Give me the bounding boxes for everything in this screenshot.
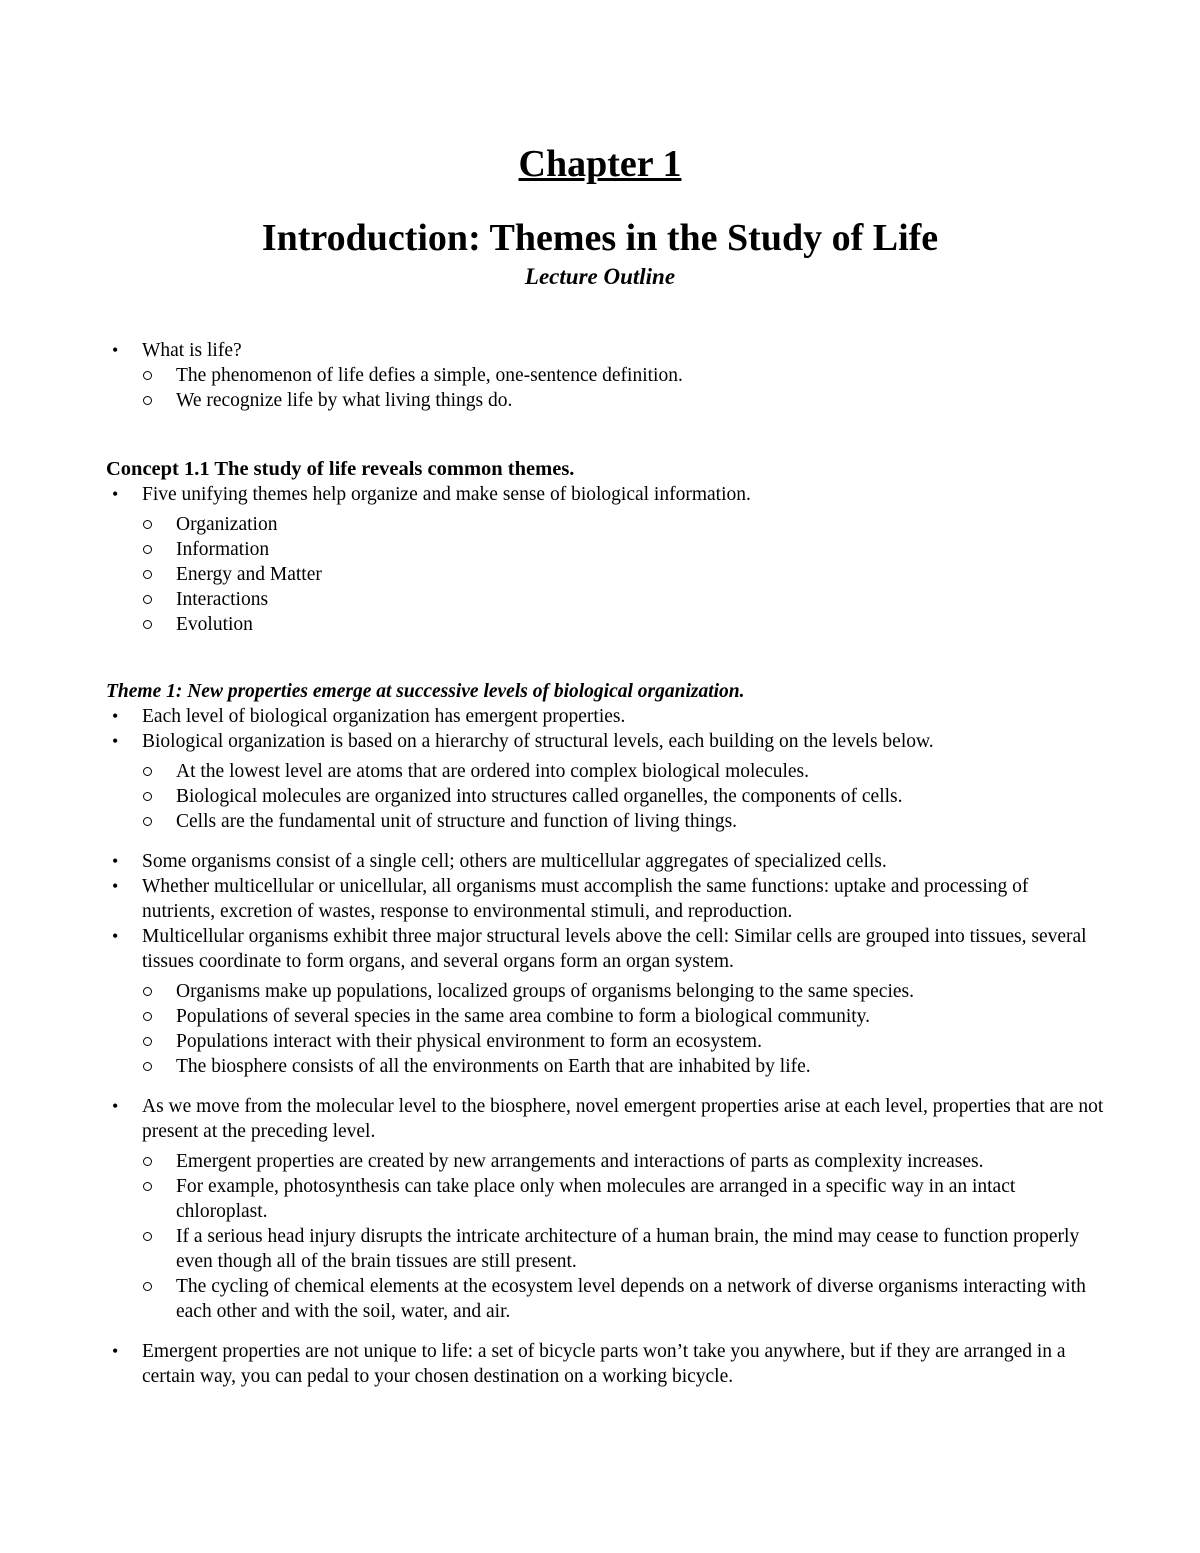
intro-section bbox=[106, 338, 1106, 413]
document-subtitle: Lecture Outline bbox=[524, 264, 676, 289]
chapter-title: Chapter 1 bbox=[518, 143, 682, 185]
sub-bullet: Organisms make up populations, localized groups of organisms belonging to the same species. bbox=[106, 979, 1106, 1004]
document-title: Introduction: Themes in the Study of Life bbox=[261, 217, 939, 259]
sub-bullet: At the lowest level are atoms that are ordered into complex biological molecules. bbox=[106, 759, 1106, 784]
theme1-heading: Theme 1: New properties emerge at successive levels of biological organization. bbox=[106, 681, 745, 702]
theme-item: Organization bbox=[106, 512, 1106, 537]
theme-item: Interactions bbox=[106, 587, 1106, 612]
bullet-what-is-life: • What is life? bbox=[106, 338, 1106, 363]
bullet: • Some organisms consist of a single cell; others are multicellular aggregates of specialized cells. bbox=[106, 849, 1106, 874]
bullet: • Biological organization is based on a hierarchy of structural levels, each building on the levels below. bbox=[106, 729, 1106, 754]
sub-bullet: Populations of several species in the same area combine to form a biological community. bbox=[106, 1004, 1106, 1029]
sub-bullet: Biological molecules are organized into structures called organelles, the components of cells. bbox=[106, 784, 1106, 809]
sub-bullet: Emergent properties are created by new arrangements and interactions of parts as complexity increases. bbox=[106, 1149, 1106, 1174]
bullet: • As we move from the molecular level to the biosphere, novel emergent properties arise at each level, properties that are not present at the preceding level. bbox=[106, 1094, 1106, 1144]
sub-bullet: The biosphere consists of all the environments on Earth that are inhabited by life. bbox=[106, 1054, 1106, 1079]
concept-heading: Concept 1.1 The study of life reveals common themes. bbox=[106, 458, 575, 480]
bullet: • Multicellular organisms exhibit three major structural levels above the cell: Similar cells are grouped into tissues, several tissues coordinate to form organs, and several organs form an organ system. bbox=[106, 924, 1106, 974]
bullet: • Each level of biological organization has emergent properties. bbox=[106, 704, 1106, 729]
sub-bullet: We recognize life by what living things do. bbox=[106, 388, 1106, 413]
sub-bullet: Cells are the fundamental unit of structure and function of living things. bbox=[106, 809, 1106, 834]
themes-list bbox=[106, 512, 1106, 637]
sub-bullet: The phenomenon of life defies a simple, one-sentence definition. bbox=[106, 363, 1106, 388]
bullet: • Whether multicellular or unicellular, all organisms must accomplish the same functions: uptake and processing of nutrients, excretion of wastes, response to environmental stimuli, and reproduction. bbox=[106, 874, 1106, 924]
sub-bullet: For example, photosynthesis can take place only when molecules are arranged in a specific way in an intact chloroplast. bbox=[106, 1174, 1106, 1224]
theme-item: Evolution bbox=[106, 612, 1106, 637]
bullet: • Emergent properties are not unique to life: a set of bicycle parts won’t take you anywhere, but if they are arranged in a certain way, you can pedal to your chosen destination on a working bicycle. bbox=[106, 1339, 1106, 1389]
theme-item: Information bbox=[106, 537, 1106, 562]
concept-section bbox=[106, 456, 1106, 637]
theme1-section bbox=[106, 679, 1106, 1389]
bullet-unifying-themes: • Five unifying themes help organize and make sense of biological information. bbox=[106, 482, 1106, 507]
sub-bullet: The cycling of chemical elements at the ecosystem level depends on a network of diverse organisms interacting with each other and with the soil, water, and air. bbox=[106, 1274, 1106, 1324]
theme-item: Energy and Matter bbox=[106, 562, 1106, 587]
sub-bullet: Populations interact with their physical environment to form an ecosystem. bbox=[106, 1029, 1106, 1054]
sub-bullet: If a serious head injury disrupts the intricate architecture of a human brain, the mind may cease to function properly even though all of the brain tissues are still present. bbox=[106, 1224, 1106, 1274]
